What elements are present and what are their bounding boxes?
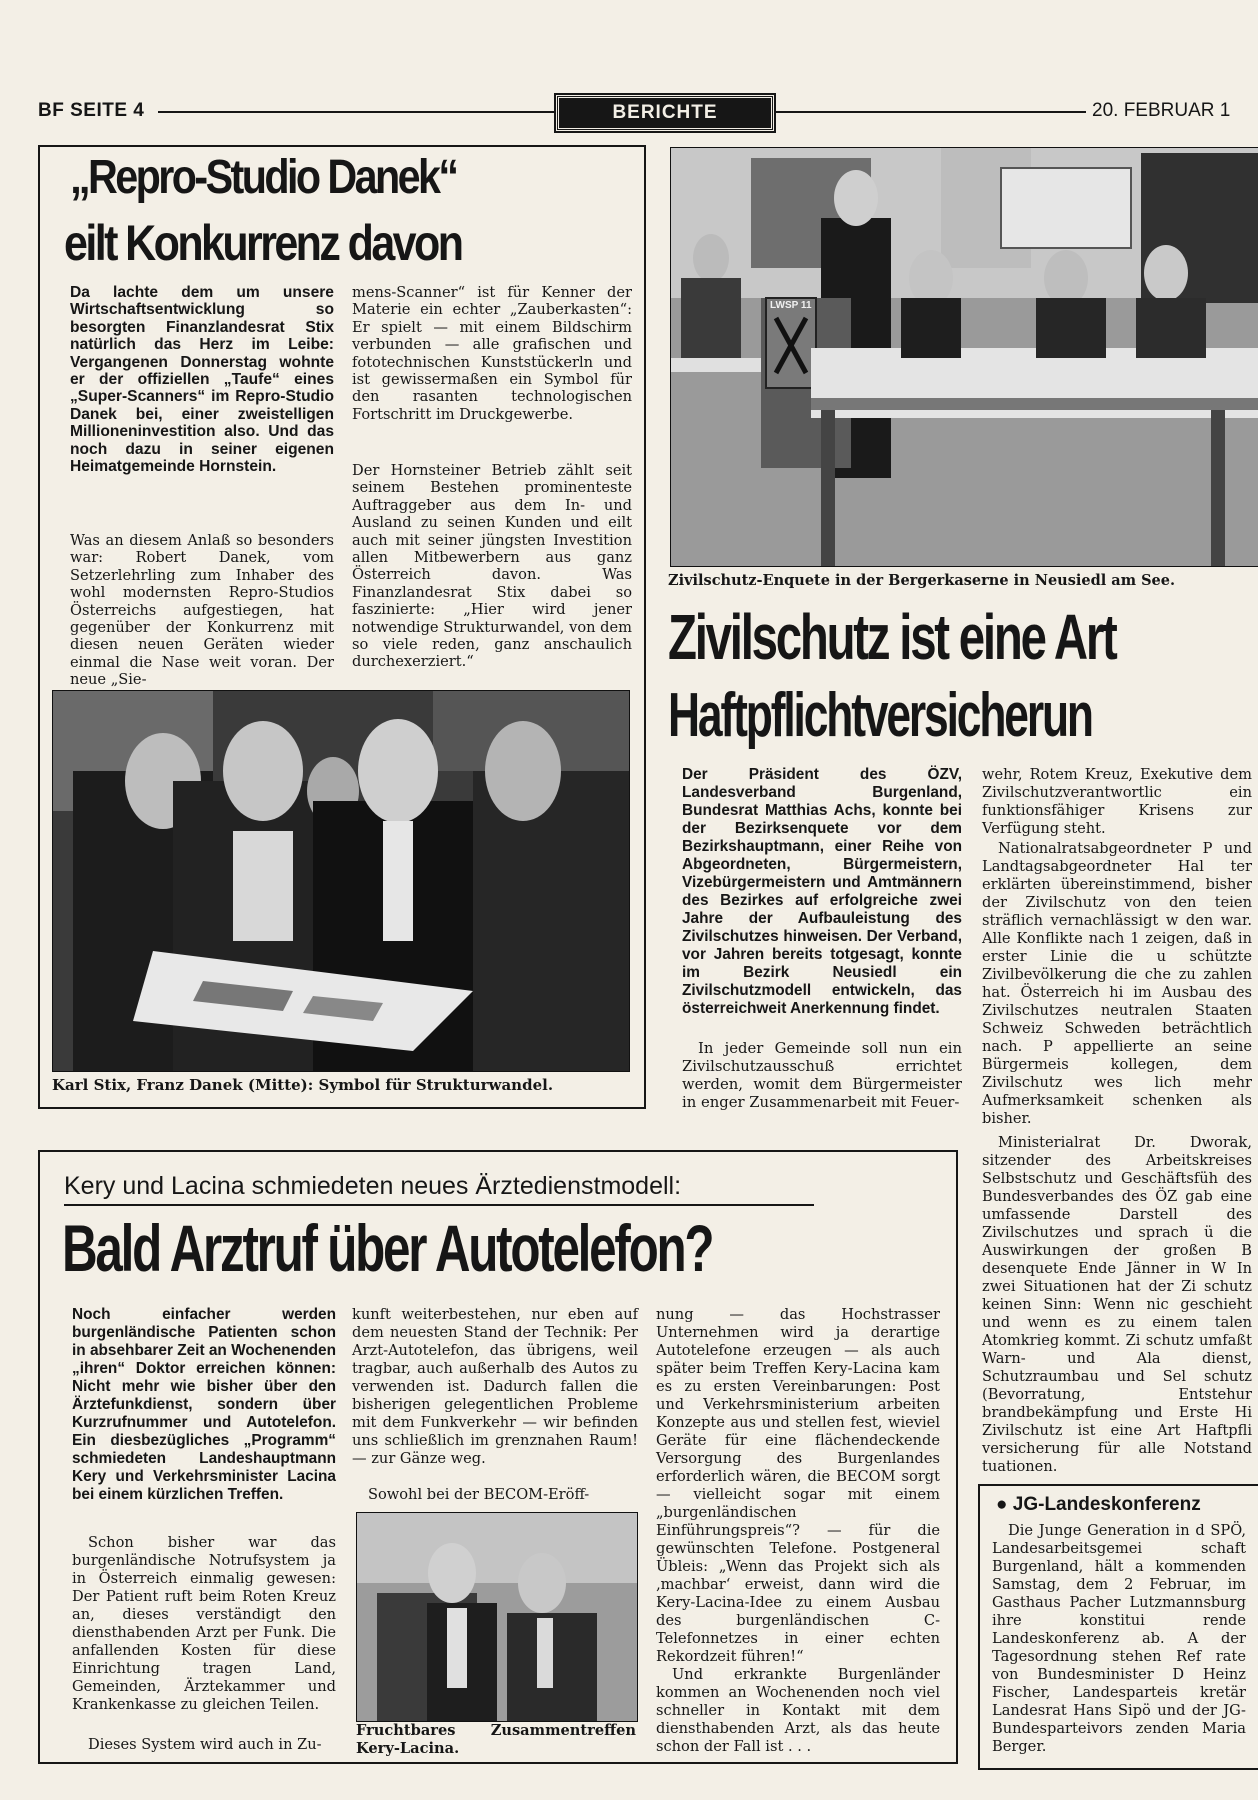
article-arztruf-col3-p2: Und erkrankte Burgenländer kommen an Wochenenden noch viel schneller in Kontakt mit dem diensthabenden Arzt, als das heute schon der Fall ist . . . — [656, 1666, 940, 1755]
page-number: BF SEITE 4 — [38, 100, 145, 121]
article-repro-headline-2: eilt Konkurrenz davon — [64, 215, 462, 271]
article-zivilschutz-col2-p1: wehr, Rotem Kreuz, Exekutive dem Zivilschutzverantwortlic ein funktionsfähiger Krisens zur Verfügung steht. — [982, 766, 1252, 837]
article-repro-headline-1: „Repro-Studio Danek“ — [70, 151, 457, 204]
article-zivilschutz-lead: Der Präsident des ÖZV, Landesverband Burgenland, Bundesrat Matthias Achs, konnte bei der Bezirksenquete vor dem Bezirkshauptmann, einer Reihe von Abgeordneten, Bürgermeistern, Vizebürgermeistern und Amtmännern des Bezirkes auf erfolgreiche zwei Jahre der Aufbauleistung des Zivilschutzes hinweisen. Der Verband, vor Jahren bereits totgesagt, konnte im Bezirk Neusiedl ein Zivilschutzmodell entwickeln, das österreichweit Anerkennung findet. — [682, 766, 962, 1017]
article-arztruf-lead: Noch einfacher werden burgenländische Patienten schon in absehbarer Zeit an Wochenenden „ihren“ Doktor erreichen können: Nicht mehr wie bisher über den Ärztefunkdienst, sondern über Kurzrufnummer und Autotelefon. Ein diesbezügliches „Programm“ schmiedeten Landeshauptmann Kery und Verkehrsminister Lacina bei einem kürzlichen Treffen. — [72, 1306, 336, 1503]
article-zivilschutz-para-1: In jeder Gemeinde soll nun ein Zivilschutzausschuß errichtet werden, womit dem Bürgermeister in enger Zusammenarbeit mit Feuer- — [682, 1040, 962, 1111]
photo-stix-danek-caption: Karl Stix, Franz Danek (Mitte): Symbol für Strukturwandel. — [52, 1076, 554, 1094]
article-arztruf-headline: Bald Arztruf über Autotelefon? — [62, 1211, 713, 1285]
article-arztruf-col2-p2: Sowohl bei der BECOM-Eröff- — [368, 1486, 590, 1503]
article-arztruf-kicker: Kery und Lacina schmiedeten neues Ärztedienstmodell: — [64, 1172, 682, 1200]
photo-kery-lacina — [356, 1512, 638, 1722]
article-repro-lead: Da lachte dem um unsere Wirtschaftsentwicklung so besorgten Finanzlandesrat Stix natürlich das Herz im Leibe: Vergangenen Donnerstag wohnte er der offiziellen „Taufe“ eines „Super-Scanners“ im Repro-Studio Danek bei, einer zweistelligen Millioneninvestition also. Und das noch dazu in seiner eigenen Heimatgemeinde Hornstein. — [70, 284, 334, 476]
enquete-sign-text: LWSP 11 — [770, 300, 812, 311]
article-arztruf-kicker-rule — [64, 1204, 814, 1206]
article-arztruf-col2-p1: kunft weiterbestehen, nur eben auf dem neuesten Stand der Technik: Per Arzt-Autotelefon, das übrigens, weil tragbar, auch außerhalb des Autos zu verwenden ist. Dadurch fallen die bisherigen gelegentlichen Probleme mit dem Funkverkehr — wir befinden uns schließlich im grenznahen Raum! — zur Gänze weg. — [352, 1306, 638, 1467]
bullet-icon: ● — [996, 1494, 1013, 1515]
article-repro-para-2: mens-Scanner“ ist für Kenner der Materie ein echter „Zauberkasten“: Er spielt — mit einem Bildschirm verbunden — alle grafischen und fototechnischen Kunststückerln und ist gewissermaßen ein Symbol für den rasanten technologischen Fortschritt im Druckgewerbe. — [352, 284, 632, 423]
article-zivilschutz-col2-p3: Ministerialrat Dr. Dworak, sitzender des Arbeitskreises Selbstschutz und Geschäftsfüh des Bundesverbandes des ÖZ gab eine umfassende Darstell des Zivilschutzes und sprach ü die Auswirkungen der großen B desenquete Ende Jänner in W In zwei Situationen hat der Zi schutz keinen Sinn: Wenn nic geschieht und wenn es zu einem talen Atomkrieg kommt. Zi schutz umfaßt Warn- und Ala dienst, Schutzraumbau und Sel schutz (Bevorratung, Entstehur brandbekämpfung und Erste Hi Zivilschutz ist eine Art Haftpfli versicherung für alle Notstand tuationen. — [982, 1134, 1252, 1475]
article-repro-para-1: Was an diesem Anlaß so besonders war: Robert Danek, vom Setzerlehrling zum Inhaber des wohl modernsten Repro-Studios Österreichs aufgestiegen, hat gegenüber der Konkurrenz mit diesen neuen Geräten wieder einmal die Nase weit voran. Der neue „Sie- — [70, 532, 334, 689]
article-zivilschutz-col2-p2: Nationalratsabgeordneter P und Landtagsabgeordneter Hal ter erklärten übereinstimmend, bisher der Zivilschutz von den teien sträflich vernachlässigt w den war. Alle Konflikte nach 1 zeigen, daß in erster Linie die u schützte Zivilbevölkerung die che zu zahlen hat. Österreich hi im Ausbau des Zivilschutzes neutralen Staaten Schweiz Schweden beträchtlich nach. P appellierte an seine Bürgermeis kollegen, dem Zivilschutz wes lich mehr Aufmerksamkeit schenken als bisher. — [982, 840, 1252, 1127]
article-jg-body: Die Junge Generation in d SPÖ, Landesarbeitsgemei schaft Burgenland, hält a kommenden Samstag, dem 2 Februar, im Gasthaus Pacher Lutzmannsburg ihre konstitui rende Landeskonferenz ab. A der Tagesordnung stehen Ref rate von Bundesminister D Heinz Fischer, Landesparteis kretär Landesrat Hans Sipö und der JG-Bundesparteivors zenden Maria Berger. — [992, 1522, 1246, 1755]
photo-zivilschutz-enquete — [670, 147, 1258, 567]
article-arztruf-para-1: Schon bisher war das burgenländische Notrufsystem ja in Österreich einmalig gewesen: Der Patient ruft beim Roten Kreuz an, dieses verständigt den diensthabenden Arzt per Funk. Die anfallenden Kosten für diese Einrichtung tragen Land, Gemeinden, Ärztekammer und Krankenkasse zu gleichen Teilen. — [72, 1534, 336, 1713]
photo-kery-lacina-caption-right: Zusammentreffen — [490, 1722, 636, 1739]
photo-zivilschutz-caption: Zivilschutz-Enquete in der Bergerkaserne in Neusiedl am See. — [668, 572, 1176, 589]
article-jg-headline-text: JG-Landeskonferenz — [1012, 1494, 1201, 1515]
article-arztruf-para-2: Dieses System wird auch in Zu- — [88, 1736, 322, 1753]
header-rule-right — [774, 111, 1086, 113]
section-label: BERICHTE — [556, 95, 774, 131]
photo-stix-danek — [52, 690, 630, 1072]
article-arztruf-col3-p1: nung — das Hochstrasser Unternehmen wird ja derartige Autotelefone erzeugen — als auch später beim Treffen Kery-Lacina kam es zu ersten Vereinbarungen: Post und Verkehrsministerium arbeiten Konzepte aus und stellen fest, wieviel Geräte für eine flächendeckende Versorgung des Burgenlandes erforderlich wären, die BECOM sorgt — vielleicht sogar mit einem „burgenländischen Einführungspreis“? — für die gewünschten Telefone. Postgeneral Übleis: „Wenn das Projekt sich als ‚machbar‘ erweist, dann wird die Kery-Lacina-Idee zu einem Ausbau des burgenländischen C-Telefonnetzes in einer echten Rekordzeit führen!“ — [656, 1306, 940, 1665]
photo-kery-lacina-caption-left: Fruchtbares Kery-Lacina. — [356, 1722, 460, 1757]
article-repro-para-3: Der Hornsteiner Betrieb zählt seit seinem Bestehen prominenteste Auftraggeber aus dem In- und Ausland zu seinen Kunden und eilt auch mit seiner jüngsten Investition allen Mitbewerbern aus ganz Österreich davon. Was Finanzlandesrat Stix dabei so faszinierte: „Hier wird jener notwendige Strukturwandel, von dem so viele reden, ganz anschaulich durchexerziert.“ — [352, 462, 632, 671]
issue-date: 20. FEBRUAR 1 — [1092, 100, 1231, 121]
article-jg-headline — [996, 1494, 1201, 1516]
article-zivilschutz-headline-1: Zivilschutz ist eine Art — [668, 601, 1116, 673]
article-zivilschutz-headline-2: Haftpflichtversicherun — [668, 681, 1092, 750]
header-rule-left — [158, 111, 554, 113]
